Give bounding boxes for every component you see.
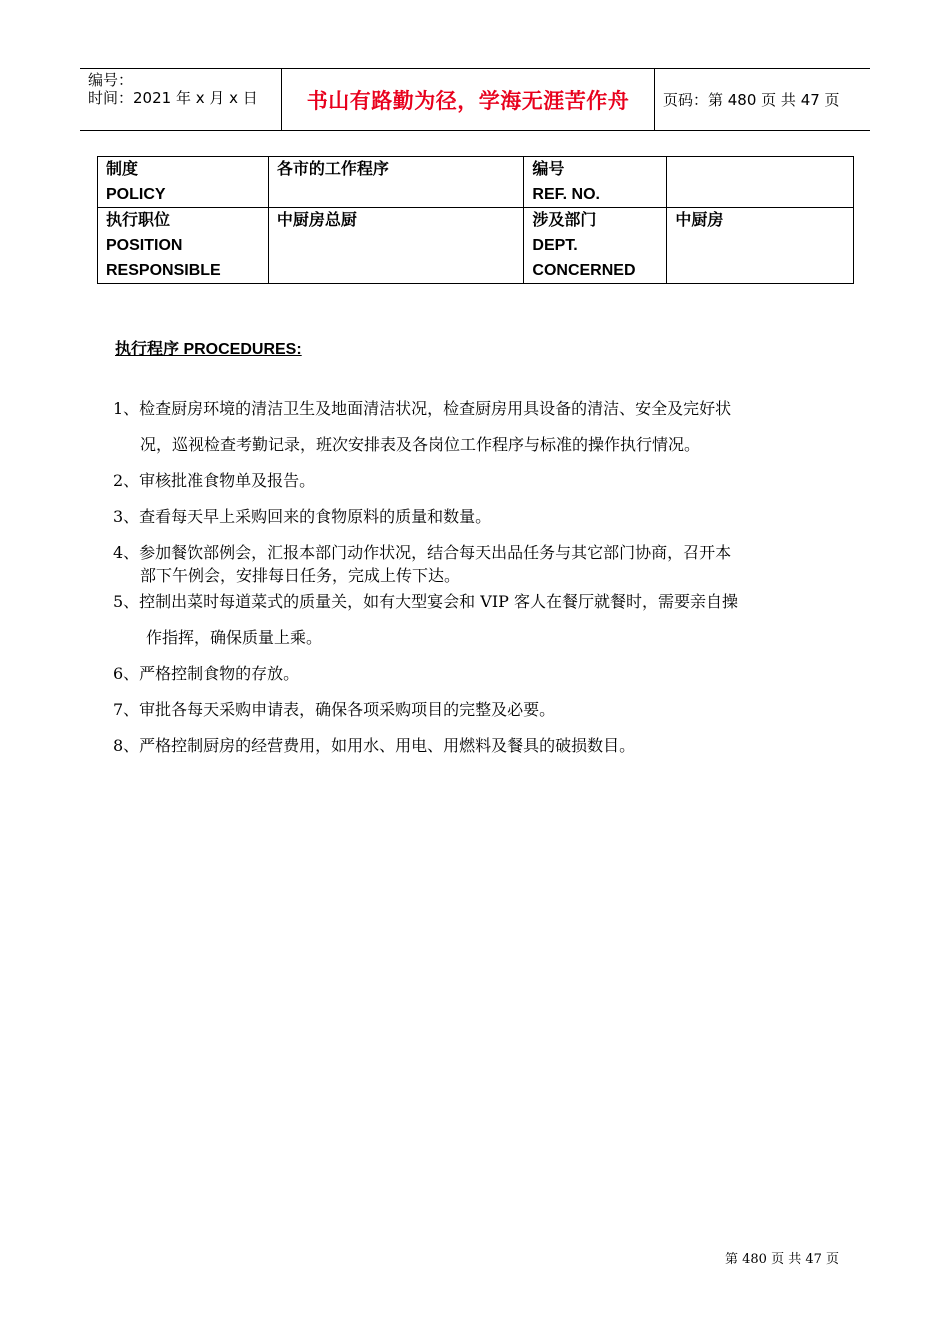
- dept-value: 中厨房: [675, 212, 724, 229]
- page-header: [80, 68, 870, 131]
- item-line-continued: 况，巡视检查考勤记录，班次安排表及各岗位工作程序与标准的操作执行情况。: [140, 435, 701, 454]
- item-line-continued: 部下午例会，安排每日任务，完成上传下达。: [140, 566, 461, 585]
- item-line: 3、查看每天早上采购回来的食物原料的质量和数量。: [113, 507, 492, 526]
- dept-label-cell: [524, 208, 667, 284]
- position-cn: 执行职位: [106, 212, 171, 229]
- time-label: 时间：2021 年 x 月 x 日: [88, 89, 258, 107]
- item-line: 5、控制出菜时每道菜式的质量关，如有大型宴会和 VIP 客人在餐厅就餐时，需要亲自操: [113, 592, 738, 611]
- position-label-cell: [98, 208, 269, 284]
- policy-info-table: [97, 156, 854, 284]
- position-en-2: RESPONSIBLE: [106, 262, 221, 279]
- code-label: 编号：: [88, 71, 134, 89]
- position-value: 中厨房总厨: [276, 212, 357, 229]
- table-row: [98, 157, 854, 208]
- dept-en-2: CONCERNED: [532, 262, 636, 279]
- page-footer: 第 480 页 共 47 页: [725, 1252, 840, 1267]
- ref-cn: 编号: [532, 161, 565, 178]
- item-line: 6、严格控制食物的存放。: [113, 664, 300, 683]
- position-value-cell: [268, 208, 523, 284]
- ref-en: REF. NO.: [532, 186, 600, 203]
- ref-value-cell: [667, 157, 854, 208]
- dept-en-1: DEPT.: [532, 237, 578, 254]
- list-item: [113, 733, 843, 756]
- header-page-info: 页码：第 480 页 共 47 页: [663, 91, 840, 109]
- dept-cn: 涉及部门: [532, 212, 597, 229]
- item-line: 2、审核批准食物单及报告。: [113, 471, 316, 490]
- item-line: 8、严格控制厨房的经营费用，如用水、用电、用燃料及餐具的破损数目。: [113, 736, 636, 755]
- list-item: [113, 540, 843, 586]
- item-line: 1、检查厨房环境的清洁卫生及地面清洁状况，检查厨房用具设备的清洁、安全及完好状: [113, 399, 732, 418]
- header-motto: 书山有路勤为径，学海无涯苦作舟: [306, 88, 630, 113]
- policy-label-cell: [98, 157, 269, 208]
- policy-en: POLICY: [106, 186, 166, 203]
- list-item: [113, 468, 843, 491]
- item-line: 7、审批各每天采购申请表，确保各项采购项目的完整及必要。: [113, 700, 556, 719]
- list-item: [113, 396, 843, 455]
- policy-value-cell: [268, 157, 523, 208]
- header-meta: [88, 71, 258, 107]
- dept-value-cell: [667, 208, 854, 284]
- list-item: [113, 661, 843, 684]
- item-line: 4、参加餐饮部例会，汇报本部门动作状况，结合每天出品任务与其它部门协商，召开本: [113, 543, 732, 562]
- ref-label-cell: [524, 157, 667, 208]
- policy-value: 各市的工作程序: [276, 161, 389, 178]
- policy-cn: 制度: [106, 161, 139, 178]
- list-item: [113, 697, 843, 720]
- procedures-title: 执行程序 PROCEDURES:: [115, 341, 302, 358]
- position-en-1: POSITION: [106, 237, 183, 254]
- list-item: [113, 504, 843, 527]
- item-line-continued: 作指挥，确保质量上乘。: [146, 628, 323, 647]
- list-item: [113, 589, 843, 648]
- table-row: [98, 208, 854, 284]
- header-divider: [654, 69, 655, 130]
